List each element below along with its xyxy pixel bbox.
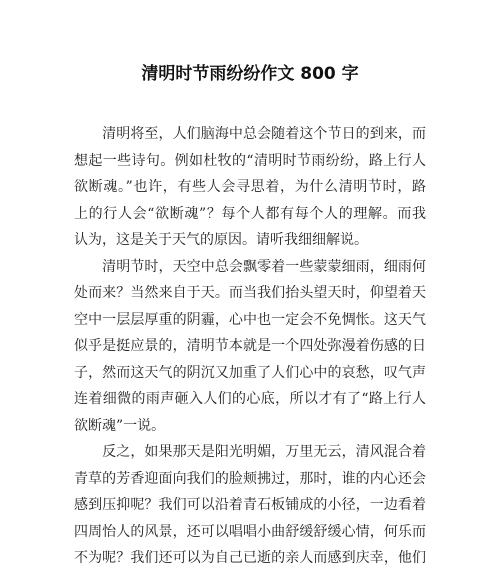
text-line: 认为，这是关于天气的原因。请听我细细解说。: [74, 232, 368, 248]
text-line: 清明将至，人们脑海中总会随着这个节日的到来，而: [74, 126, 426, 142]
document-body: [74, 121, 426, 566]
paragraph-1: [74, 121, 426, 254]
text-line: 欲断魂。”也许，有些人会寻思着，为什么清明节时，路: [74, 179, 426, 195]
text-line: 上的行人会“欲断魂”？每个人都有每个人的理解。而我: [74, 205, 426, 222]
document-title: 清明时节雨纷纷作文 800 字: [141, 64, 359, 84]
text-line: 清明节时，天空中总会飘零着一些蒙蒙细雨，细雨何: [74, 258, 426, 275]
text-line: 不为呢？我们还可以为自己已逝的亲人而感到庆幸，他们: [74, 550, 426, 566]
paragraph-3: [74, 439, 426, 566]
paragraph-2: [74, 254, 426, 440]
text-line: 处而来？当然来自于天。而当我们抬头望天时，仰望着天: [74, 285, 426, 301]
text-line: 似乎是挺应景的，清明节本就是一个四处弥漫着伤感的日: [74, 338, 426, 354]
text-line: 子，然而这天气的阴沉又加重了人们心中的哀愁，叹气声: [74, 364, 426, 381]
text-line: 欲断魂”一说。: [74, 417, 166, 434]
text-line: 连着细微的雨声砸入人们的心底，所以才有了“路上行人: [74, 391, 426, 407]
text-line: 空中一层层厚重的阴霾，心中也一定会不免惆怅。这天气: [74, 311, 426, 328]
text-line: 四周怡人的风景，还可以唱唱小曲舒缓舒缓心情，何乐而: [74, 523, 426, 540]
text-line: 想起一些诗句。例如杜牧的“清明时节雨纷纷，路上行人: [74, 152, 426, 169]
text-line: 感到压抑呢？我们可以沿着青石板铺成的小径，一边看着: [74, 497, 426, 513]
text-line: 青草的芳香迎面向我们的脸颊拂过，那时，谁的内心还会: [74, 470, 426, 487]
text-line: 反之，如果那天是阳光明媚，万里无云，清风混合着: [74, 444, 426, 460]
